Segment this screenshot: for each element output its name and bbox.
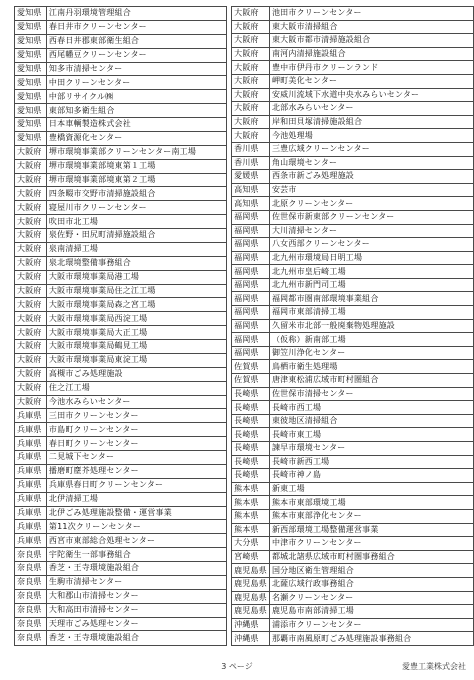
prefecture-cell: 愛知県	[15, 62, 47, 76]
prefecture-cell: 兵庫県	[15, 437, 47, 451]
facility-name-cell: 堺市環境事業部境東第１工場	[46, 159, 226, 173]
facility-name-cell: 四条畷市交野市清掃施設組合	[46, 187, 226, 201]
table-row	[15, 353, 227, 367]
facility-name-cell: 今池処理場	[269, 129, 473, 143]
facility-name-cell: 北九州市皇后崎工場	[269, 265, 473, 279]
table-row	[232, 74, 474, 88]
facility-name-cell: 安威川流域下水道中央水みらいセンター	[269, 88, 473, 102]
facility-name-cell: 国分地区衛生管理組合	[269, 564, 473, 578]
facility-table-right-body	[232, 7, 474, 646]
prefecture-cell: 愛知県	[15, 48, 47, 62]
facility-name-cell: 堺市環境事業部クリーンセンター南工場	[46, 145, 226, 159]
table-row	[15, 145, 227, 159]
facility-name-cell: 大和郡山市清掃センター	[46, 589, 226, 603]
prefecture-cell: 愛知県	[15, 131, 47, 145]
facility-name-cell: 福岡都市圏南部環境事業組合	[269, 292, 473, 306]
prefecture-cell: 鹿児島県	[232, 577, 270, 591]
table-row	[232, 414, 474, 428]
prefecture-cell: 香川県	[232, 142, 270, 156]
facility-name-cell: 八女西部クリーンセンター	[269, 238, 473, 252]
facility-name-cell: 大阪市環境事業局鶴見工場	[46, 340, 226, 354]
prefecture-cell: 兵庫県	[15, 520, 47, 534]
prefecture-cell: 佐賀県	[232, 360, 270, 374]
facility-name-cell: 北伊ごみ処理施設整備・運営事業	[46, 506, 226, 520]
facility-name-cell: 新東工場	[269, 482, 473, 496]
facility-name-cell: 新西部環境工場整備運営事業	[269, 523, 473, 537]
table-row	[232, 170, 474, 184]
table-row	[232, 346, 474, 360]
facility-name-cell: 唐津東松浦広域市町村圏組合	[269, 374, 473, 388]
prefecture-cell: 大阪府	[15, 256, 47, 270]
facility-name-cell: 佐世保市清掃センター	[269, 387, 473, 401]
table-row	[232, 564, 474, 578]
prefecture-cell: 大阪府	[15, 229, 47, 243]
table-row	[15, 589, 227, 603]
prefecture-cell: 大阪府	[232, 102, 270, 116]
facility-name-cell: 北九州市新門司工場	[269, 278, 473, 292]
prefecture-cell: 熊本県	[232, 523, 270, 537]
prefecture-cell: 大阪府	[15, 284, 47, 298]
facility-name-cell: 西尾幡豆クリーンセンター	[46, 48, 226, 62]
facility-name-cell: 香芝・王寺環境施設組合	[46, 631, 226, 646]
facility-name-cell: 都城北諸県広域市町村圏事務組合	[269, 550, 473, 564]
facility-name-cell: 岸和田貝塚清掃施設組合	[269, 115, 473, 129]
facility-name-cell: 北部水みらいセンター	[269, 102, 473, 116]
table-row	[232, 605, 474, 619]
company-name: 愛豊工業株式会社	[402, 662, 466, 671]
facility-name-cell: 御笠川浄化センター	[269, 346, 473, 360]
facility-name-cell: 中田クリーンセンター	[46, 76, 226, 90]
facility-name-cell: 高槻市ごみ処理施設	[46, 367, 226, 381]
facility-name-cell: 久留米市北部一般廃棄物処理施設	[269, 319, 473, 333]
table-row	[15, 20, 227, 34]
table-row	[232, 20, 474, 34]
facility-name-cell: 三豊広域クリーンセンター	[269, 142, 473, 156]
table-row	[15, 603, 227, 617]
facility-name-cell: 香芝・王寺環境施設組合	[46, 562, 226, 576]
table-row	[232, 183, 474, 197]
prefecture-cell: 兵庫県	[15, 451, 47, 465]
table-row	[15, 478, 227, 492]
prefecture-cell: 長崎県	[232, 455, 270, 469]
prefecture-cell: 福岡県	[232, 278, 270, 292]
table-row	[232, 156, 474, 170]
table-row	[232, 47, 474, 61]
facility-name-cell: 西春日井郡東部衛生組合	[46, 34, 226, 48]
prefecture-cell: 兵庫県	[15, 534, 47, 548]
prefecture-cell: 大阪府	[15, 187, 47, 201]
prefecture-cell: 大阪府	[15, 242, 47, 256]
facility-name-cell: 大阪市環境事業局港工場	[46, 270, 226, 284]
table-row	[15, 562, 227, 576]
prefecture-cell: 福岡県	[232, 292, 270, 306]
table-row	[15, 90, 227, 104]
table-row	[15, 534, 227, 548]
facility-name-cell: 北九州市環境局日明工場	[269, 251, 473, 265]
prefecture-cell: 大阪府	[15, 381, 47, 395]
facility-name-cell: 江南丹羽環境管理組合	[46, 7, 226, 21]
table-row	[15, 242, 227, 256]
facility-name-cell: 知多市清掃センター	[46, 62, 226, 76]
prefecture-cell: 大阪府	[15, 340, 47, 354]
table-row	[232, 537, 474, 551]
facility-name-cell: 生駒市清掃センター	[46, 575, 226, 589]
facility-name-cell: 大和高田市清掃センター	[46, 603, 226, 617]
facility-name-cell: 中津市クリーンセンター	[269, 537, 473, 551]
facility-name-cell: 日本車輌製造株式会社	[46, 118, 226, 132]
prefecture-cell: 宮崎県	[232, 550, 270, 564]
prefecture-cell: 高知県	[232, 183, 270, 197]
table-row	[232, 442, 474, 456]
table-row	[15, 367, 227, 381]
table-row	[232, 550, 474, 564]
facility-name-cell: 豊橋資源化センター	[46, 131, 226, 145]
table-row	[15, 201, 227, 215]
facility-name-cell: 大阪市環境事業局西淀工場	[46, 312, 226, 326]
table-row	[232, 509, 474, 523]
prefecture-cell: 大阪府	[232, 129, 270, 143]
prefecture-cell: 兵庫県	[15, 464, 47, 478]
facility-name-cell: 第11次クリーンセンター	[46, 520, 226, 534]
facility-name-cell: 長崎市東工場	[269, 428, 473, 442]
facility-name-cell: 播磨町塵芥処理センター	[46, 464, 226, 478]
prefecture-cell: 大阪府	[15, 298, 47, 312]
prefecture-cell: 福岡県	[232, 224, 270, 238]
table-row	[15, 617, 227, 631]
table-row	[15, 284, 227, 298]
table-row	[232, 224, 474, 238]
facility-name-cell: 兵庫県春日町クリーンセンター	[46, 478, 226, 492]
table-row	[15, 423, 227, 437]
prefecture-cell: 兵庫県	[15, 423, 47, 437]
facility-name-cell: 吹田市北工場	[46, 215, 226, 229]
prefecture-cell: 愛知県	[15, 118, 47, 132]
table-row	[15, 506, 227, 520]
prefecture-cell: 奈良県	[15, 548, 47, 562]
table-row	[232, 482, 474, 496]
prefecture-cell: 大阪府	[15, 215, 47, 229]
prefecture-cell: 兵庫県	[15, 492, 47, 506]
facility-name-cell: 春日井市クリーンセンター	[46, 20, 226, 34]
prefecture-cell: 大阪府	[232, 61, 270, 75]
table-row	[15, 409, 227, 423]
table-row	[15, 118, 227, 132]
facility-name-cell: 東部知多衛生組合	[46, 104, 226, 118]
table-row	[15, 187, 227, 201]
facility-name-cell: 鹿児島市南部清掃工場	[269, 605, 473, 619]
table-row	[15, 215, 227, 229]
prefecture-cell: 高知県	[232, 197, 270, 211]
prefecture-cell: 愛媛県	[232, 170, 270, 184]
prefecture-cell: 大阪府	[232, 20, 270, 34]
facility-name-cell: 南河内清掃施設組合	[269, 47, 473, 61]
facility-name-cell: 二見城下センター	[46, 451, 226, 465]
table-row	[15, 298, 227, 312]
prefecture-cell: 大阪府	[15, 367, 47, 381]
table-row	[232, 129, 474, 143]
prefecture-cell: 佐賀県	[232, 374, 270, 388]
prefecture-cell: 奈良県	[15, 575, 47, 589]
table-row	[232, 61, 474, 75]
facility-name-cell: 熊本市東部環境工場	[269, 496, 473, 510]
prefecture-cell: 兵庫県	[15, 409, 47, 423]
page-number: 3 ページ	[221, 662, 253, 671]
facility-name-cell: 長崎市新西工場	[269, 455, 473, 469]
table-row	[15, 575, 227, 589]
table-row	[15, 48, 227, 62]
prefecture-cell: 奈良県	[15, 603, 47, 617]
prefecture-cell: 奈良県	[15, 589, 47, 603]
facility-table-right	[231, 6, 474, 646]
table-row	[232, 401, 474, 415]
prefecture-cell: 長崎県	[232, 414, 270, 428]
prefecture-cell: 福岡県	[232, 306, 270, 320]
facility-name-cell: 西条市新ごみ処理施設	[269, 170, 473, 184]
facility-table-left	[14, 6, 227, 646]
prefecture-cell: 熊本県	[232, 509, 270, 523]
prefecture-cell: 大阪府	[232, 88, 270, 102]
facility-name-cell: 堺市環境事業部境東第２工場	[46, 173, 226, 187]
prefecture-cell: 長崎県	[232, 387, 270, 401]
facility-name-cell: 三田市クリーンセンター	[46, 409, 226, 423]
prefecture-cell: 長崎県	[232, 442, 270, 456]
prefecture-cell: 鹿児島県	[232, 605, 270, 619]
prefecture-cell: 大阪府	[15, 353, 47, 367]
prefecture-cell: 大阪府	[232, 34, 270, 48]
table-row	[15, 256, 227, 270]
prefecture-cell: 福岡県	[232, 319, 270, 333]
facility-name-cell: 熊本市東部浄化センター	[269, 509, 473, 523]
facility-name-cell: 那覇市南風原町ごみ処理施設事務組合	[269, 632, 473, 646]
prefecture-cell: 福岡県	[232, 251, 270, 265]
prefecture-cell: 奈良県	[15, 562, 47, 576]
table-row	[232, 387, 474, 401]
table-row	[232, 577, 474, 591]
table-row	[232, 210, 474, 224]
facility-name-cell: （仮称）新南部工場	[269, 333, 473, 347]
facility-name-cell: 福岡市東部清掃工場	[269, 306, 473, 320]
table-row	[232, 333, 474, 347]
table-row	[232, 496, 474, 510]
facility-name-cell: 名瀬クリーンセンター	[269, 591, 473, 605]
table-row	[15, 631, 227, 646]
table-row	[232, 306, 474, 320]
table-row	[15, 62, 227, 76]
table-row	[15, 548, 227, 562]
prefecture-cell: 兵庫県	[15, 478, 47, 492]
facility-name-cell: 春日町クリーンセンター	[46, 437, 226, 451]
facility-name-cell: 大阪市環境事業局東淀工場	[46, 353, 226, 367]
facility-name-cell: 市島町クリーンセンター	[46, 423, 226, 437]
table-row	[232, 292, 474, 306]
prefecture-cell: 大阪府	[15, 326, 47, 340]
facility-name-cell: 住之江工場	[46, 381, 226, 395]
prefecture-cell: 沖縄県	[232, 618, 270, 632]
facility-table-left-body	[15, 7, 227, 646]
prefecture-cell: 大阪府	[232, 115, 270, 129]
table-row	[15, 437, 227, 451]
facility-name-cell: 泉佐野・田尻町清掃施設組合	[46, 229, 226, 243]
prefecture-cell: 愛知県	[15, 90, 47, 104]
prefecture-cell: 兵庫県	[15, 506, 47, 520]
table-row	[232, 197, 474, 211]
table-row	[232, 455, 474, 469]
table-row	[232, 238, 474, 252]
table-row	[15, 520, 227, 534]
table-row	[232, 265, 474, 279]
facility-name-cell: 東大阪市都市清掃施設組合	[269, 34, 473, 48]
prefecture-cell: 大阪府	[15, 159, 47, 173]
facility-name-cell: 中部リサイクル㈱	[46, 90, 226, 104]
facility-name-cell: 大阪市環境事業局森之宮工場	[46, 298, 226, 312]
table-row	[232, 34, 474, 48]
prefecture-cell: 奈良県	[15, 617, 47, 631]
prefecture-cell: 大阪府	[15, 173, 47, 187]
prefecture-cell: 福岡県	[232, 238, 270, 252]
prefecture-cell: 大阪府	[232, 74, 270, 88]
table-row	[232, 251, 474, 265]
facility-name-cell: 佐世保市新東部クリーンセンター	[269, 210, 473, 224]
prefecture-cell: 愛知県	[15, 20, 47, 34]
table-row	[232, 102, 474, 116]
table-row	[232, 618, 474, 632]
table-row	[15, 451, 227, 465]
table-row	[232, 469, 474, 483]
table-row	[15, 464, 227, 478]
prefecture-cell: 大阪府	[15, 145, 47, 159]
table-row	[232, 88, 474, 102]
facility-name-cell: 大阪市環境事業局住之江工場	[46, 284, 226, 298]
prefecture-cell: 大阪府	[15, 270, 47, 284]
facility-name-cell: 浦添市クリーンセンター	[269, 618, 473, 632]
facility-name-cell: 北原クリーンセンター	[269, 197, 473, 211]
prefecture-cell: 愛知県	[15, 34, 47, 48]
prefecture-cell: 福岡県	[232, 210, 270, 224]
prefecture-cell: 愛知県	[15, 104, 47, 118]
facility-name-cell: 天理市ごみ処理センター	[46, 617, 226, 631]
facility-name-cell: 泉南清掃工場	[46, 242, 226, 256]
prefecture-cell: 沖縄県	[232, 632, 270, 646]
prefecture-cell: 大阪府	[15, 395, 47, 409]
table-row	[15, 173, 227, 187]
facility-name-cell: 安芸市	[269, 183, 473, 197]
table-row	[232, 7, 474, 21]
table-row	[15, 76, 227, 90]
table-row	[232, 632, 474, 646]
facility-name-cell: 北伊清掃工場	[46, 492, 226, 506]
prefecture-cell: 大阪府	[232, 47, 270, 61]
table-row	[15, 7, 227, 21]
facility-name-cell: 寝屋川市クリーンセンター	[46, 201, 226, 215]
table-row	[15, 34, 227, 48]
facility-name-cell: 諫早市環境センター	[269, 442, 473, 456]
prefecture-cell: 福岡県	[232, 333, 270, 347]
prefecture-cell: 大阪府	[232, 7, 270, 21]
prefecture-cell: 奈良県	[15, 631, 47, 646]
table-row	[15, 381, 227, 395]
facility-name-cell: 東彼地区清掃組合	[269, 414, 473, 428]
prefecture-cell: 愛知県	[15, 7, 47, 21]
table-row	[232, 115, 474, 129]
prefecture-cell: 長崎県	[232, 428, 270, 442]
table-row	[15, 104, 227, 118]
prefecture-cell: 長崎県	[232, 401, 270, 415]
facility-name-cell: 池田市クリーンセンター	[269, 7, 473, 21]
table-row	[15, 229, 227, 243]
table-row	[15, 159, 227, 173]
table-row	[232, 374, 474, 388]
prefecture-cell: 大阪府	[15, 312, 47, 326]
prefecture-cell: 熊本県	[232, 482, 270, 496]
facility-name-cell: 今池水みらいセンター	[46, 395, 226, 409]
facility-name-cell: 角山環境センター	[269, 156, 473, 170]
table-row	[15, 395, 227, 409]
prefecture-cell: 愛知県	[15, 76, 47, 90]
prefecture-cell: 香川県	[232, 156, 270, 170]
table-row	[232, 428, 474, 442]
facility-name-cell: 大阪市環境事業局大正工場	[46, 326, 226, 340]
facility-name-cell: 長崎市神ノ島	[269, 469, 473, 483]
facility-name-cell: 岬町美化センター	[269, 74, 473, 88]
table-row	[232, 319, 474, 333]
facility-name-cell: 宇陀衛生一部事務組合	[46, 548, 226, 562]
facility-name-cell: 北薩広域行政事務組合	[269, 577, 473, 591]
table-row	[15, 270, 227, 284]
prefecture-cell: 福岡県	[232, 265, 270, 279]
table-row	[15, 312, 227, 326]
facility-name-cell: 泉北環境整備事務組合	[46, 256, 226, 270]
table-row	[15, 131, 227, 145]
table-row	[232, 278, 474, 292]
prefecture-cell: 長崎県	[232, 469, 270, 483]
prefecture-cell: 福岡県	[232, 346, 270, 360]
facility-name-cell: 西宮市東部総合処理センター	[46, 534, 226, 548]
table-row	[15, 326, 227, 340]
prefecture-cell: 鹿児島県	[232, 591, 270, 605]
prefecture-cell: 大分県	[232, 537, 270, 551]
facility-name-cell: 東大阪市清掃組合	[269, 20, 473, 34]
prefecture-cell: 鹿児島県	[232, 564, 270, 578]
table-row	[232, 142, 474, 156]
facility-name-cell: 鳥栖市衛生処理場	[269, 360, 473, 374]
table-row	[15, 340, 227, 354]
facility-name-cell: 豊中市伊丹市クリーンランド	[269, 61, 473, 75]
table-row	[15, 492, 227, 506]
prefecture-cell: 熊本県	[232, 496, 270, 510]
table-row	[232, 523, 474, 537]
table-row	[232, 591, 474, 605]
facility-list	[14, 6, 474, 646]
table-row	[232, 360, 474, 374]
facility-name-cell: 大川清掃センター	[269, 224, 473, 238]
facility-name-cell: 長崎市西工場	[269, 401, 473, 415]
prefecture-cell: 大阪府	[15, 201, 47, 215]
